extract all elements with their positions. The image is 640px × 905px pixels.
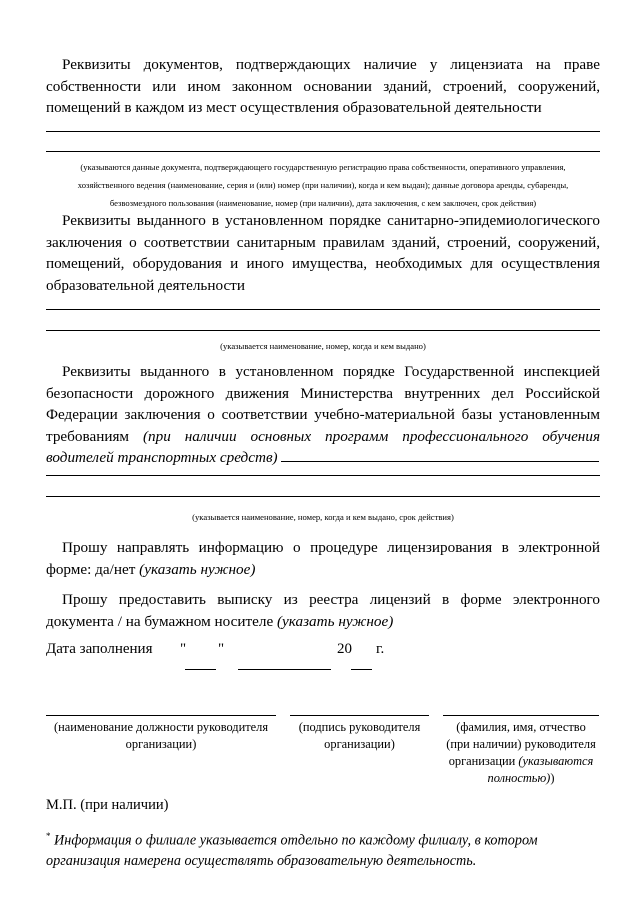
stamp-place: М.П. (при наличии) (46, 797, 169, 813)
electronic-info-request-text: Прошу направлять информацию о процедуре лицензирования в электронной форме: да/нет (46, 539, 600, 578)
date-year-line (351, 669, 372, 670)
full-name-caption-close: ) (550, 771, 555, 785)
date-day-line (185, 669, 216, 670)
fill-line (281, 461, 599, 462)
traffic-inspection-italic: (при наличии основных программ профессионального обучения водителей транспортных средств) (46, 427, 600, 466)
full-name-caption-italic: (указываются полностью) (487, 754, 594, 785)
full-name-line (443, 715, 599, 716)
sanitary-conclusion-text: Реквизиты выданного в установленном порядке санитарно-эпидемиологического заключения о соответствии санитарным правилам зданий, строений, сооружений, помещений, оборудования и иного имущества, необходимых для осуществления образовательной деятельности (46, 212, 600, 294)
traffic-inspection-main: Реквизиты выданного в установленном порядке Государственной инспекцией безопасности дорожного движения Министерства внутренних дел Российской Федерации заключения о соответствии учебно-материальной базы установленным требованиям (46, 363, 600, 445)
traffic-inspection-note: (указывается наименование, номер, когда и кем выдано, срок действия) (192, 512, 454, 522)
footnote-mark: * (46, 831, 51, 841)
fill-line (46, 475, 600, 476)
sanitary-note: (указывается наименование, номер, когда и кем выдано) (220, 341, 426, 351)
premises-documents-text: Реквизиты документов, подтверждающих наличие у лицензиата на праве собственности или ином законном основании зданий, строений, сооружений, помещений в каждом из мест осуществления образовательной деятельности (46, 56, 600, 116)
fill-line (46, 309, 600, 310)
register-extract-request-text: Прошу предоставить выписку из реестра лицензий в форме электронного документа / на бумажном носителе (46, 591, 600, 630)
footnote (46, 826, 600, 871)
date-label: Дата заполнения (46, 641, 153, 657)
fill-line (46, 330, 600, 331)
full-name-caption-text: (фамилия, имя, отчество (при наличии) руководителя организации (446, 720, 596, 768)
fill-line (46, 496, 600, 497)
signature-line (290, 715, 429, 716)
traffic-inspection-text (46, 361, 600, 469)
full-name-caption (443, 719, 599, 787)
premises-note-line-3: безвозмездного пользования (наименование, номер (при наличии), дата заключения, с кем заключен, срок действия) (109, 198, 537, 208)
electronic-info-request (46, 537, 600, 580)
date-month-line (238, 669, 331, 670)
register-extract-request (46, 589, 600, 632)
premises-note-line-1: (указываются данные документа, подтверждающего государственную регистрацию права собственности, оперативного управления, (80, 162, 566, 172)
fill-line (46, 131, 600, 132)
date-quote-open: " (180, 641, 187, 657)
premises-note-line-2: хозяйственного ведения (наименование, серия и (или) номер (при наличии), когда и кем выдан); данные договора аренды, субаренды, (77, 180, 569, 190)
signature-caption: (подпись руководителя организации) (298, 720, 421, 751)
position-line (46, 715, 276, 716)
register-extract-request-italic: (указать нужное) (277, 612, 394, 630)
date-year-suffix: г. (376, 641, 385, 657)
date-year-prefix: 20 (337, 641, 352, 657)
fill-line (46, 151, 600, 152)
electronic-info-request-italic: (указать нужное) (139, 560, 256, 578)
date-quote-close: " (218, 641, 225, 657)
position-caption: (наименование должности руководителя организации) (53, 720, 269, 751)
footnote-text: Информация о филиале указывается отдельно по каждому филиалу, в котором организация намерена осуществлять образовательную деятельность. (46, 832, 538, 869)
